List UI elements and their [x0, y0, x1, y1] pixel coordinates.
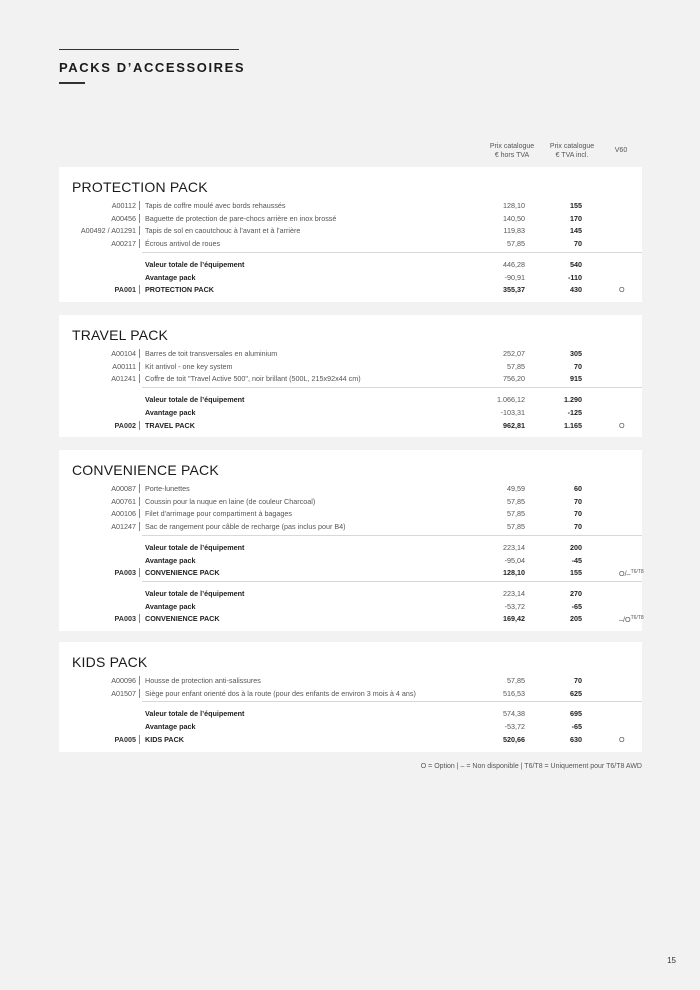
pack-code: PA005 [114, 734, 136, 744]
item-code: A00217 [111, 239, 136, 249]
price-inc-vat: 70 [574, 239, 582, 249]
page-number: 15 [667, 956, 676, 965]
pack-advantage-row [59, 406, 642, 419]
availability-marker [619, 733, 625, 746]
item-code: A00112 [111, 201, 136, 210]
item-description: Housse de protection anti-salissures [145, 676, 261, 685]
advantage-price-inc-vat: -65 [571, 601, 582, 611]
advantage-price-ex-vat: -53,72 [504, 722, 525, 732]
availability-marker [619, 612, 644, 626]
total-price-ex-vat: 223,14 [503, 588, 525, 598]
total-price-ex-vat: 574,38 [503, 709, 525, 719]
total-price-inc-vat: 1.290 [564, 395, 582, 405]
pack-title: TRAVEL PACK [72, 327, 169, 343]
pack-total-row [59, 283, 642, 296]
price-ex-vat: 57,85 [507, 496, 525, 506]
item-row [59, 224, 642, 237]
pack-price-inc-vat: 155 [570, 568, 582, 578]
price-inc-vat: 60 [574, 484, 582, 493]
price-ex-vat: 57,85 [507, 522, 525, 532]
price-ex-vat: 140,50 [503, 213, 525, 223]
item-row [59, 520, 642, 533]
price-ex-vat: 57,85 [507, 361, 525, 371]
pack-advantage-row [59, 554, 642, 567]
divider-bar [139, 349, 140, 358]
availability-marker [619, 419, 625, 432]
item-code: A00106 [111, 509, 136, 519]
item-description: Sac de rangement pour câble de recharge (pas inclus pour B4) [145, 522, 346, 532]
pack-price-ex-vat: 128,10 [503, 568, 525, 578]
advantage-price-ex-vat: -90,91 [504, 272, 525, 282]
item-row [59, 674, 642, 687]
price-inc-vat: 70 [574, 676, 582, 685]
pack-advantage-row [59, 271, 642, 284]
divider-bar [139, 497, 140, 506]
column-header-line: Prix catalogue [489, 143, 535, 150]
item-code: A00456 [111, 213, 136, 223]
price-ex-vat: 57,85 [507, 676, 525, 685]
total-label: Valeur totale de l’équipement [145, 395, 245, 405]
column-header-line: € TVA incl. [555, 152, 589, 159]
pack-advantage-row [59, 720, 642, 733]
divider-bar [139, 484, 140, 493]
pack-label: TRAVEL PACK [145, 420, 195, 430]
price-inc-vat: 625 [570, 688, 582, 698]
pack-price-inc-vat: 430 [570, 285, 582, 295]
pack-advantage-row [59, 600, 642, 613]
price-inc-vat: 145 [570, 226, 582, 236]
footnote-legend: O = Option | – = Non disponible | T6/T8 = Uniquement pour T6/T8 AWD [420, 763, 642, 770]
price-ex-vat: 57,85 [507, 509, 525, 519]
divider-bar [139, 421, 140, 430]
pack-label: CONVENIENCE PACK [145, 614, 220, 624]
advantage-label: Avantage pack [145, 272, 196, 282]
item-description: Coffre de toit "Travel Active 500", noir brillant (500L, 215x92x44 cm) [145, 374, 361, 384]
divider-bar [139, 374, 140, 383]
pack-card [59, 450, 642, 631]
pack-label: KIDS PACK [145, 734, 185, 744]
item-description: Filet d’arrimage pour compartiment à bagages [145, 509, 293, 519]
section-separator [142, 581, 642, 582]
pack-code: PA003 [114, 614, 136, 624]
total-price-ex-vat: 446,28 [503, 259, 525, 269]
price-ex-vat: 119,83 [503, 226, 525, 236]
item-code: A00096 [111, 676, 136, 685]
total-price-inc-vat: 200 [570, 542, 582, 552]
total-value-row [59, 541, 642, 554]
item-row [59, 347, 642, 360]
price-inc-vat: 70 [574, 522, 582, 532]
price-ex-vat: 516,53 [503, 688, 525, 698]
page-title: PACKS D’ACCESSOIRES [59, 60, 246, 75]
availability-value: O [619, 734, 625, 744]
advantage-price-ex-vat: -53,72 [504, 601, 525, 611]
advantage-label: Avantage pack [145, 722, 196, 732]
advantage-label: Avantage pack [145, 601, 196, 611]
section-separator [142, 701, 642, 702]
availability-value: –/O [619, 615, 631, 625]
advantage-price-inc-vat: -65 [571, 722, 582, 732]
total-value-row [59, 258, 642, 271]
divider-bar [139, 509, 140, 518]
divider-bar [139, 689, 140, 698]
pack-card [59, 642, 642, 752]
pack-total-row [59, 566, 642, 579]
total-value-row [59, 707, 642, 720]
item-row [59, 212, 642, 225]
item-code: A00761 [111, 496, 136, 506]
pack-price-ex-vat: 520,66 [503, 734, 525, 744]
pack-label: PROTECTION PACK [145, 285, 214, 295]
pack-code: PA002 [114, 420, 136, 430]
divider-bar [139, 568, 140, 577]
divider-bar [139, 239, 140, 248]
item-description: Barres de toit transversales en aluminium [145, 349, 278, 358]
availability-superscript: T6/T8 [630, 615, 644, 622]
item-code: A00111 [112, 361, 136, 371]
item-code: A01507 [111, 688, 136, 698]
pack-card [59, 315, 642, 437]
divider-bar [139, 676, 140, 685]
advantage-price-ex-vat: -103,31 [500, 407, 525, 417]
price-ex-vat: 756,20 [503, 374, 525, 384]
pack-label: CONVENIENCE PACK [145, 568, 220, 578]
item-description: Écrous antivol de roues [145, 239, 221, 249]
advantage-label: Avantage pack [145, 407, 196, 417]
price-inc-vat: 70 [574, 496, 582, 506]
item-code: A01241 [111, 374, 136, 384]
item-code: A00104 [111, 349, 136, 358]
top-rule [59, 49, 239, 50]
item-description: Tapis de sol en caoutchouc à l’avant et à l’arrière [145, 226, 301, 236]
item-code: A00087 [111, 484, 136, 493]
pack-code: PA001 [114, 285, 136, 295]
item-description: Siège pour enfant orienté dos à la route (pour des enfants de environ 3 mois à 4 ans) [145, 688, 416, 698]
pack-code: PA003 [114, 568, 136, 578]
item-row [59, 495, 642, 508]
item-description: Coussin pour la nuque en laine (de couleur Charcoal) [145, 496, 316, 506]
item-row [59, 687, 642, 700]
item-row [59, 482, 642, 495]
advantage-label: Avantage pack [145, 555, 196, 565]
price-inc-vat: 70 [574, 509, 582, 519]
availability-marker [619, 566, 644, 580]
pack-total-row [59, 612, 642, 625]
divider-bar [139, 522, 140, 531]
availability-value: O/– [619, 569, 631, 579]
pack-price-ex-vat: 355,37 [503, 285, 525, 295]
pack-price-ex-vat: 962,81 [503, 420, 525, 430]
item-description: Tapis de coffre moulé avec bords rehaussés [145, 201, 286, 210]
section-separator [142, 252, 642, 253]
advantage-price-inc-vat: -45 [571, 555, 582, 565]
pack-price-inc-vat: 205 [570, 614, 582, 624]
item-row [59, 237, 642, 250]
divider-bar [139, 201, 140, 210]
availability-value: O [619, 285, 625, 295]
title-underline [59, 82, 85, 84]
divider-bar [139, 214, 140, 223]
total-value-row [59, 393, 642, 406]
total-price-inc-vat: 270 [570, 588, 582, 598]
divider-bar [139, 226, 140, 235]
pack-price-inc-vat: 1.165 [564, 420, 582, 430]
pack-total-row [59, 419, 642, 432]
total-label: Valeur totale de l’équipement [145, 588, 245, 598]
divider-bar [139, 285, 140, 294]
total-label: Valeur totale de l’équipement [145, 259, 245, 269]
item-row [59, 199, 642, 212]
price-ex-vat: 57,85 [507, 239, 525, 249]
column-header-line: € hors TVA [494, 152, 530, 159]
availability-marker [619, 283, 625, 296]
item-description: Porte-lunettes [145, 484, 190, 493]
item-code: A00492 / A01291 [80, 226, 136, 236]
total-price-ex-vat: 223,14 [503, 542, 525, 552]
item-description: Kit antivol - one key system [145, 361, 233, 371]
item-description: Baguette de protection de pare-chocs arrière en inox brossé [145, 213, 337, 223]
advantage-price-inc-vat: -110 [568, 272, 582, 282]
item-code: A01247 [111, 522, 136, 532]
item-row [59, 360, 642, 373]
column-header-model: V60 [614, 147, 628, 154]
price-inc-vat: 305 [570, 349, 582, 358]
section-separator [142, 387, 642, 388]
total-price-inc-vat: 540 [570, 259, 582, 269]
price-ex-vat: 49,59 [507, 484, 525, 493]
total-price-ex-vat: 1.066,12 [497, 395, 525, 405]
total-label: Valeur totale de l’équipement [145, 542, 245, 552]
section-separator [142, 535, 642, 536]
price-inc-vat: 170 [570, 213, 582, 223]
total-label: Valeur totale de l’équipement [145, 709, 245, 719]
pack-title: CONVENIENCE PACK [72, 462, 219, 478]
divider-bar [139, 735, 140, 744]
column-header-price-inc-vat [546, 142, 598, 160]
price-inc-vat: 70 [574, 361, 582, 371]
availability-superscript: T6/T8 [630, 569, 644, 576]
pack-price-inc-vat: 630 [570, 734, 582, 744]
price-inc-vat: 155 [570, 201, 582, 210]
availability-value: O [619, 420, 625, 430]
price-inc-vat: 915 [570, 374, 582, 384]
pack-card [59, 167, 642, 302]
price-ex-vat: 128,10 [503, 201, 525, 210]
divider-bar [139, 362, 140, 371]
column-header-line: Prix catalogue [549, 143, 595, 150]
price-ex-vat: 252,07 [503, 349, 525, 358]
item-row [59, 372, 642, 385]
total-value-row [59, 587, 642, 600]
advantage-price-ex-vat: -95,04 [504, 555, 525, 565]
pack-price-ex-vat: 169,42 [503, 614, 525, 624]
column-header-price-ex-vat [486, 142, 538, 160]
pack-total-row [59, 733, 642, 746]
total-price-inc-vat: 695 [570, 709, 582, 719]
divider-bar [139, 614, 140, 623]
pack-title: KIDS PACK [72, 654, 148, 670]
advantage-price-inc-vat: -125 [567, 407, 582, 417]
item-row [59, 507, 642, 520]
pack-title: PROTECTION PACK [72, 179, 208, 195]
